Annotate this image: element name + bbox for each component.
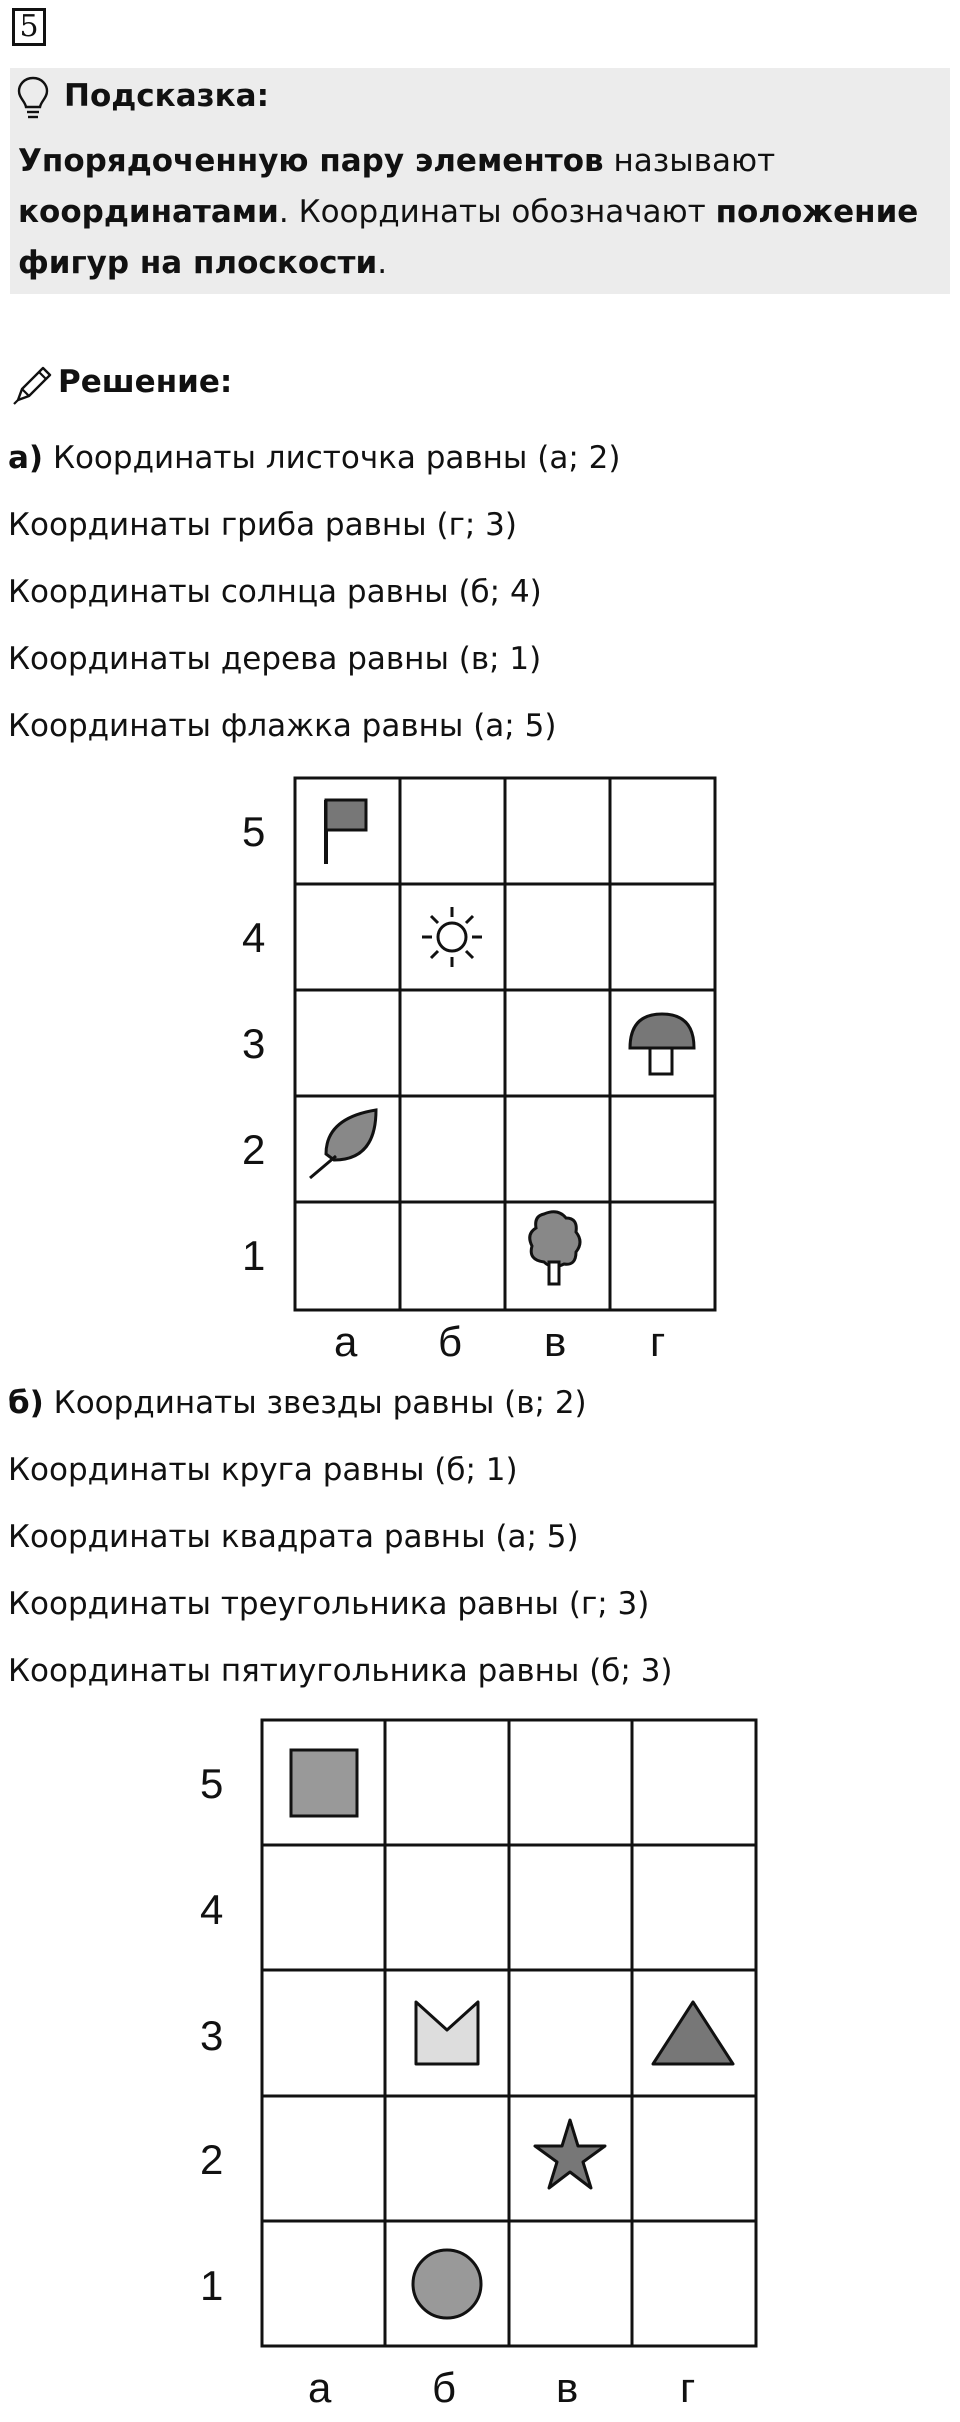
tree-icon: [530, 1212, 580, 1284]
hint-bold: координатами: [18, 194, 279, 230]
coordinate-grid-a: [230, 770, 720, 1366]
task-number: 5: [12, 8, 46, 46]
mushroom-icon: [630, 1014, 694, 1074]
row-label: 4: [242, 914, 266, 961]
solution-title: Решение:: [58, 364, 233, 400]
column-label: в: [544, 1318, 567, 1365]
column-label: а: [308, 2364, 332, 2411]
triangle-shape: [653, 2002, 733, 2064]
lightbulb-icon: [14, 74, 52, 122]
part-b-label: б): [8, 1385, 44, 1421]
part-a-text: Координаты листочка равны (а; 2): [43, 440, 621, 476]
column-label: б: [438, 1318, 463, 1365]
column-label: г: [650, 1318, 666, 1365]
hint-bold: положение: [715, 194, 919, 230]
row-label: 1: [200, 2262, 224, 2309]
part-b-line: [8, 1385, 587, 1421]
leaf-icon: [310, 1110, 376, 1178]
part-b-line: Координаты пятиугольника равны (б; 3): [8, 1653, 673, 1689]
hint-text: . Координаты обозначают: [278, 194, 716, 230]
hint-bold: фигур на плоскости: [18, 245, 378, 281]
part-b-line: Координаты треугольника равны (г; 3): [8, 1586, 650, 1622]
part-a-line: Координаты дерева равны (в; 1): [8, 641, 542, 677]
column-label: а: [334, 1318, 358, 1365]
column-label: б: [432, 2364, 457, 2411]
part-a-line: Координаты флажка равны (а; 5): [8, 708, 557, 744]
hint-text: называют: [603, 143, 776, 179]
column-label: в: [556, 2364, 579, 2411]
hint-bold: Упорядоченную пару элементов: [18, 143, 604, 179]
row-label: 2: [200, 2136, 224, 2183]
pentagon-shape: [416, 2002, 478, 2064]
row-label: 5: [242, 808, 266, 855]
pencil-icon: [10, 362, 56, 408]
part-b-text: Координаты звезды равны (в; 2): [43, 1385, 587, 1421]
part-a-label: а): [8, 440, 44, 476]
part-b-line: Координаты квадрата равны (а; 5): [8, 1519, 579, 1555]
row-label: 1: [242, 1232, 266, 1279]
row-label: 5: [200, 1760, 224, 1807]
part-b-line: Координаты круга равны (б; 1): [8, 1452, 518, 1488]
star-shape: [535, 2120, 605, 2188]
row-label: 4: [200, 1886, 224, 1933]
row-label: 3: [242, 1020, 266, 1067]
hint-text: .: [377, 245, 388, 281]
column-label: г: [680, 2364, 696, 2411]
part-a-line: Координаты солнца равны (б; 4): [8, 574, 542, 610]
square-shape: [291, 1750, 357, 1816]
hint-title: Подсказка:: [64, 78, 269, 114]
part-a-line: Координаты гриба равны (г; 3): [8, 507, 517, 543]
part-a-line: [8, 440, 620, 476]
hint-body: [18, 136, 938, 289]
circle-shape: [413, 2250, 481, 2318]
flag-icon: [326, 800, 366, 864]
coordinate-grid-b: [190, 1712, 770, 2418]
sun-icon: [422, 907, 482, 967]
row-label: 2: [242, 1126, 266, 1173]
row-label: 3: [200, 2012, 224, 2059]
